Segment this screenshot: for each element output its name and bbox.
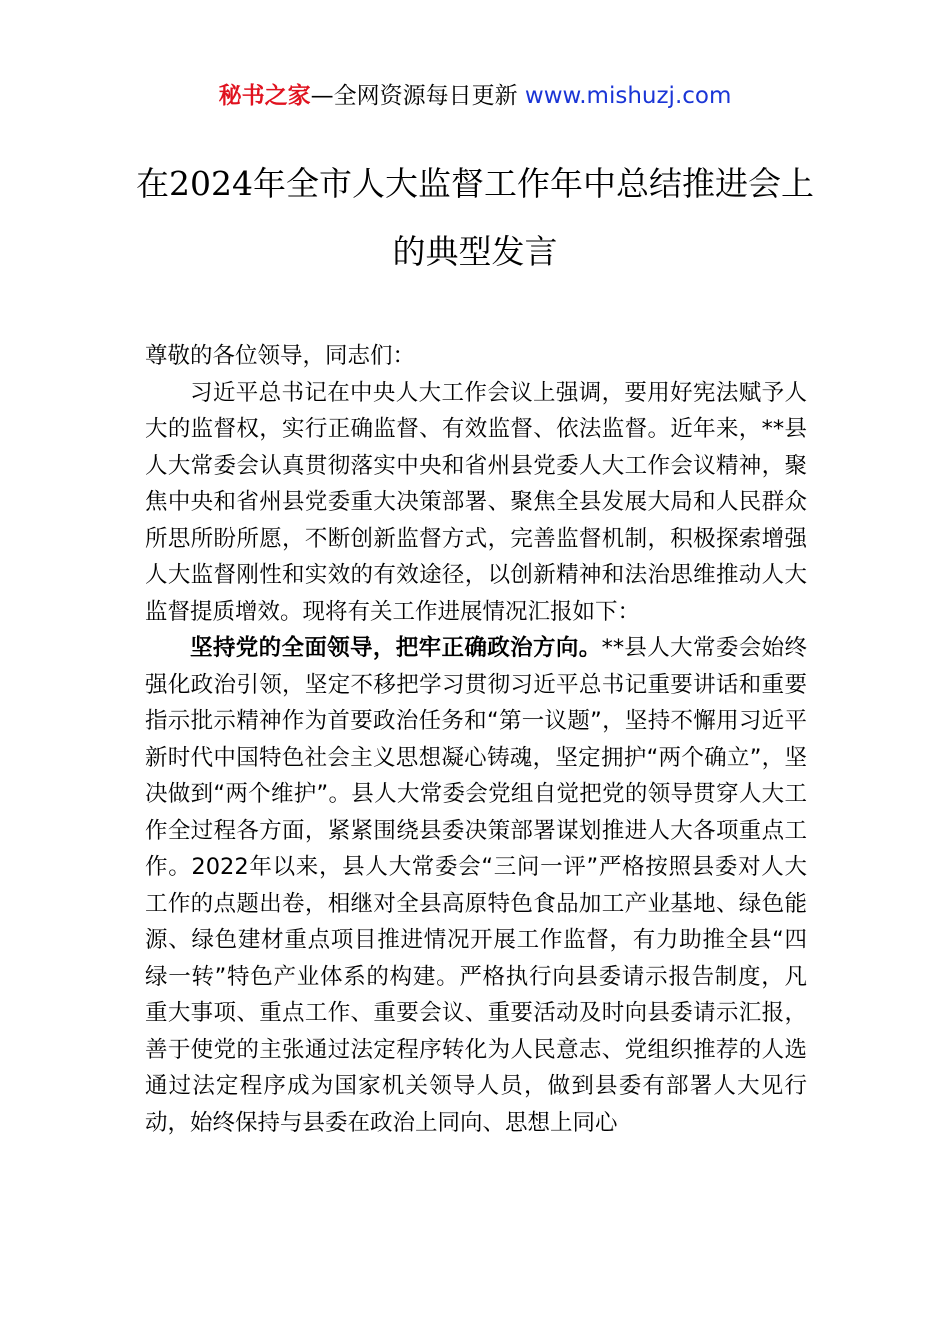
paragraph-lead: 坚持党的全面领导，把牢正确政治方向。 — [190, 635, 602, 661]
document-title: 在2024年全市人大监督工作年中总结推进会上的典型发言 — [136, 164, 814, 271]
site-header — [0, 80, 950, 112]
paragraph-text: 习近平总书记在中央人大工作会议上强调，要用好宪法赋予人大的监督权，实行正确监督、有效监督、依法监督。近年来，**县人大常委会认真贯彻落实中央和省州县党委人大工作会议精神，聚焦中央和省州县党委重大决策部署、聚焦全县发展大局和人民群众所思所盼所愿，不断创新监督方式，完善监督机制，积极探索增强人大监督刚性和实效的有效途径，以创新精神和法治思维推动人大监督提质增效。现将有关工作进展情况汇报如下： — [145, 379, 807, 625]
body-paragraph — [145, 375, 807, 631]
body-paragraph — [145, 630, 807, 1141]
document-body — [145, 338, 807, 1141]
site-url-link[interactable]: www.mishuzj.com — [524, 83, 732, 109]
paragraph-text: **县人大常委会始终强化政治引领，坚定不移把学习贯彻习近平总书记重要讲话和重要指示批示精神作为首要政治任务和“第一议题”，坚持不懈用习近平新时代中国特色社会主义思想凝心铸魂，坚定拥护“两个确立”，坚决做到“两个维护”。县人大常委会党组自觉把党的领导贯穿人大工作全过程各方面，紧紧围绕县委决策部署谋划推进人大各项重点工作。2022年以来，县人大常委会“三问一评”严格按照县委对人大工作的点题出卷，相继对全县高原特色食品加工产业基地、绿色能源、绿色建材重点项目推进情况开展工作监督，有力助推全县“四绿一转”特色产业体系的构建。严格执行向县委请示报告制度，凡重大事项、重点工作、重要会议、重要活动及时向县委请示汇报，善于使党的主张通过法定程序转化为人民意志、党组织推荐的人选通过法定程序成为国家机关领导人员，做到县委有部署人大见行动，始终保持与县委在政治上同向、思想上同心 — [145, 635, 807, 1136]
site-brand: 秘书之家 — [218, 83, 311, 109]
site-tagline: —全网资源每日更新 — [310, 83, 525, 109]
salutation: 尊敬的各位领导，同志们： — [145, 343, 416, 369]
